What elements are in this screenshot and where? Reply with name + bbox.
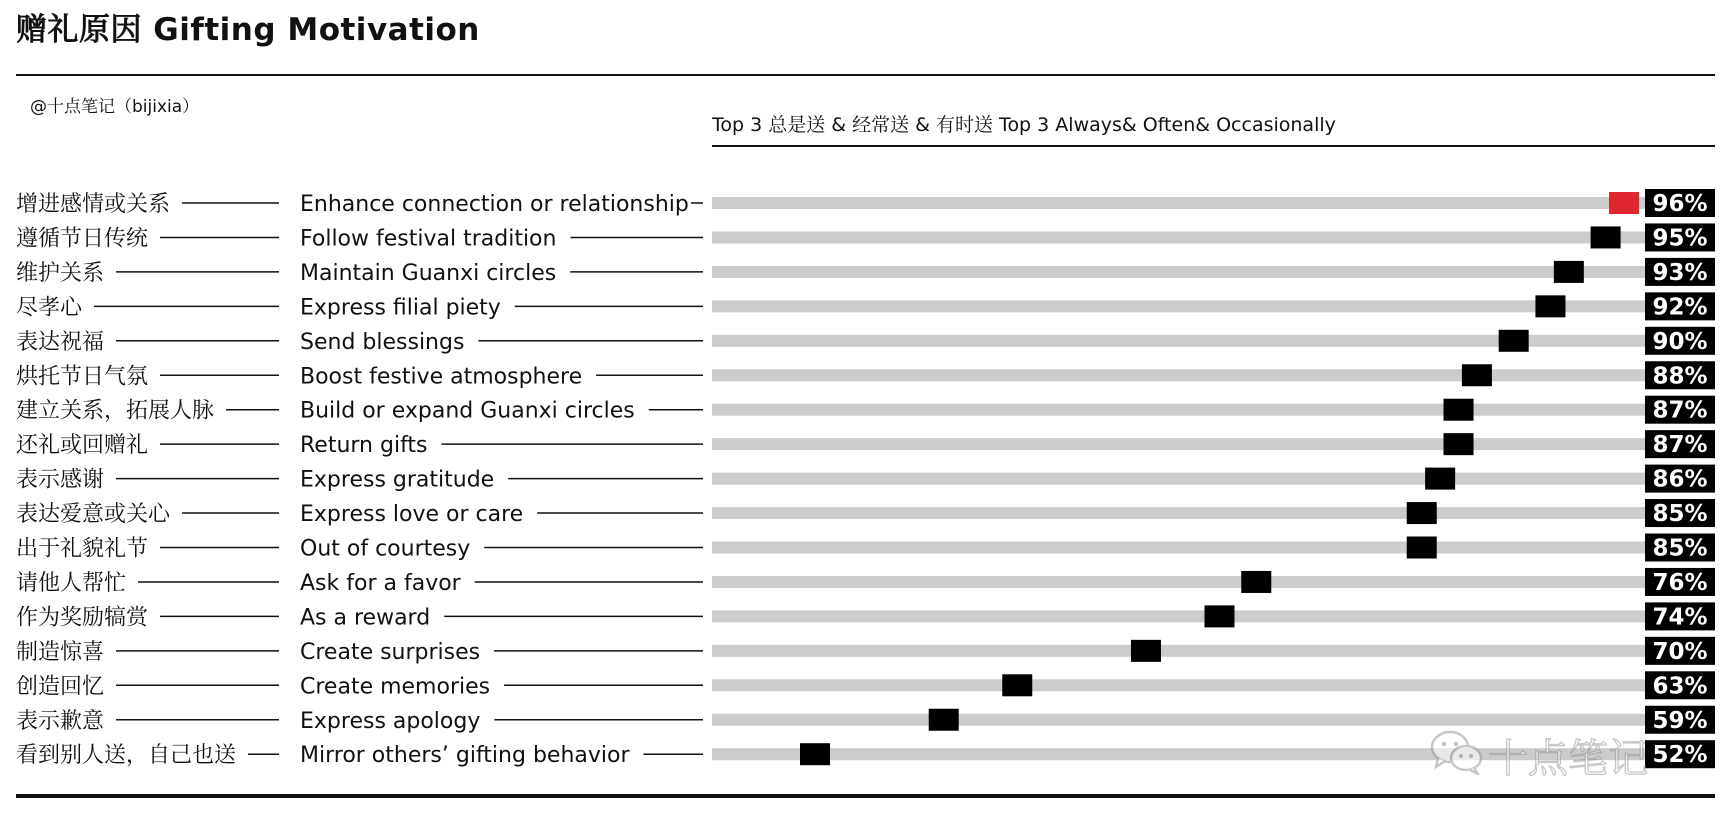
category-label-en: Express filial piety	[300, 295, 501, 321]
category-label-cn: 还礼或回赠礼	[16, 433, 149, 459]
category-label-cn: 表示感谢	[16, 467, 105, 493]
category-label-cn: 出于礼貌礼节	[16, 536, 149, 562]
data-marker	[1535, 295, 1565, 317]
value-label: 96%	[1652, 191, 1708, 217]
category-label-en: Express apology	[300, 708, 481, 734]
value-label: 87%	[1652, 397, 1708, 424]
data-marker	[1131, 640, 1161, 662]
category-label-cn: 请他人帮忙	[16, 570, 127, 596]
category-label-en: Follow festival tradition	[300, 226, 557, 252]
category-label-cn: 表达祝福	[16, 329, 105, 355]
track-bar	[712, 610, 1645, 622]
data-marker	[1241, 571, 1271, 593]
category-label-cn: 维护关系	[16, 260, 105, 286]
track-bar	[712, 645, 1645, 657]
category-label-cn: 表示歉意	[16, 708, 105, 734]
track-bar	[712, 679, 1645, 691]
category-label-en: Ask for a favor	[300, 570, 461, 596]
data-marker	[1002, 674, 1032, 696]
track-bar	[712, 266, 1645, 278]
value-label: 76%	[1652, 569, 1708, 596]
value-label: 70%	[1652, 638, 1708, 665]
track-bar	[712, 576, 1645, 588]
track-bar	[712, 473, 1645, 485]
track-bar	[712, 404, 1645, 416]
value-label: 52%	[1652, 742, 1708, 769]
value-label: 90%	[1652, 328, 1708, 355]
data-marker	[929, 709, 959, 731]
data-marker	[1591, 226, 1621, 248]
category-label-cn: 看到别人送，自己也送	[16, 743, 237, 769]
value-label: 93%	[1652, 259, 1708, 286]
category-label-cn: 烘托节日气氛	[16, 364, 149, 390]
category-label-cn: 创造回忆	[16, 674, 105, 700]
data-marker	[1407, 537, 1437, 559]
watermark-text: 十点笔记	[1488, 736, 1648, 782]
category-label-cn: 制造惊喜	[16, 639, 105, 665]
data-marker	[1554, 261, 1584, 283]
value-label: 95%	[1652, 225, 1708, 252]
value-label: 74%	[1652, 604, 1708, 631]
data-marker	[1425, 468, 1455, 490]
category-label-en: Express love or care	[300, 502, 524, 528]
track-bar	[712, 300, 1645, 312]
data-marker	[1205, 605, 1235, 627]
data-marker	[1444, 399, 1474, 421]
value-label: 63%	[1652, 673, 1708, 700]
category-label-cn: 遵循节日传统	[16, 226, 149, 252]
category-label-en: Send blessings	[300, 329, 465, 355]
category-label-en: As a reward	[300, 605, 431, 631]
category-label-cn: 作为奖励犒赏	[16, 605, 149, 631]
legend-label: Top 3 总是送 & 经常送 & 有时送 Top 3 Always& Often& Occasionally	[712, 114, 1336, 136]
data-marker	[1407, 502, 1437, 524]
track-bar	[712, 369, 1645, 381]
data-marker	[1499, 330, 1529, 352]
category-label-en: Create memories	[300, 674, 491, 700]
track-bar	[712, 507, 1645, 519]
value-label: 88%	[1652, 363, 1708, 390]
category-label-en: Build or expand Guanxi circles	[300, 398, 635, 424]
value-label: 85%	[1652, 501, 1708, 528]
value-label: 92%	[1652, 294, 1708, 321]
track-bar	[712, 438, 1645, 450]
value-label: 87%	[1652, 432, 1708, 459]
category-label-en: Return gifts	[300, 433, 428, 459]
data-marker	[1444, 433, 1474, 455]
data-marker	[1462, 364, 1492, 386]
chart-title: 赠礼原因 Gifting Motivation	[16, 12, 480, 48]
bottom-rule	[16, 794, 1715, 798]
wechat-icon	[1430, 727, 1484, 775]
value-label: 59%	[1652, 707, 1708, 734]
category-label-en: Boost festive atmosphere	[300, 364, 583, 390]
track-bar	[712, 231, 1645, 243]
category-label-en: Mirror others’ gifting behavior	[300, 743, 630, 769]
data-marker	[800, 743, 830, 765]
source-credit: @十点笔记（bijixia）	[30, 97, 200, 117]
track-bar	[712, 542, 1645, 554]
value-label: 85%	[1652, 535, 1708, 562]
category-label-cn: 增进感情或关系	[16, 192, 171, 217]
data-marker	[1609, 192, 1639, 214]
category-label-cn: 尽孝心	[16, 295, 83, 321]
category-label-en: Enhance connection or relationship	[300, 192, 689, 217]
category-label-en: Maintain Guanxi circles	[300, 260, 557, 286]
category-label-en: Express gratitude	[300, 467, 495, 493]
category-label-cn: 建立关系，拓展人脉	[16, 398, 215, 424]
category-label-cn: 表达爱意或关心	[16, 502, 171, 528]
watermark	[1430, 723, 1700, 783]
track-bar	[712, 197, 1645, 209]
value-label: 86%	[1652, 466, 1708, 493]
category-label-en: Create surprises	[300, 639, 481, 665]
category-label-en: Out of courtesy	[300, 536, 471, 562]
